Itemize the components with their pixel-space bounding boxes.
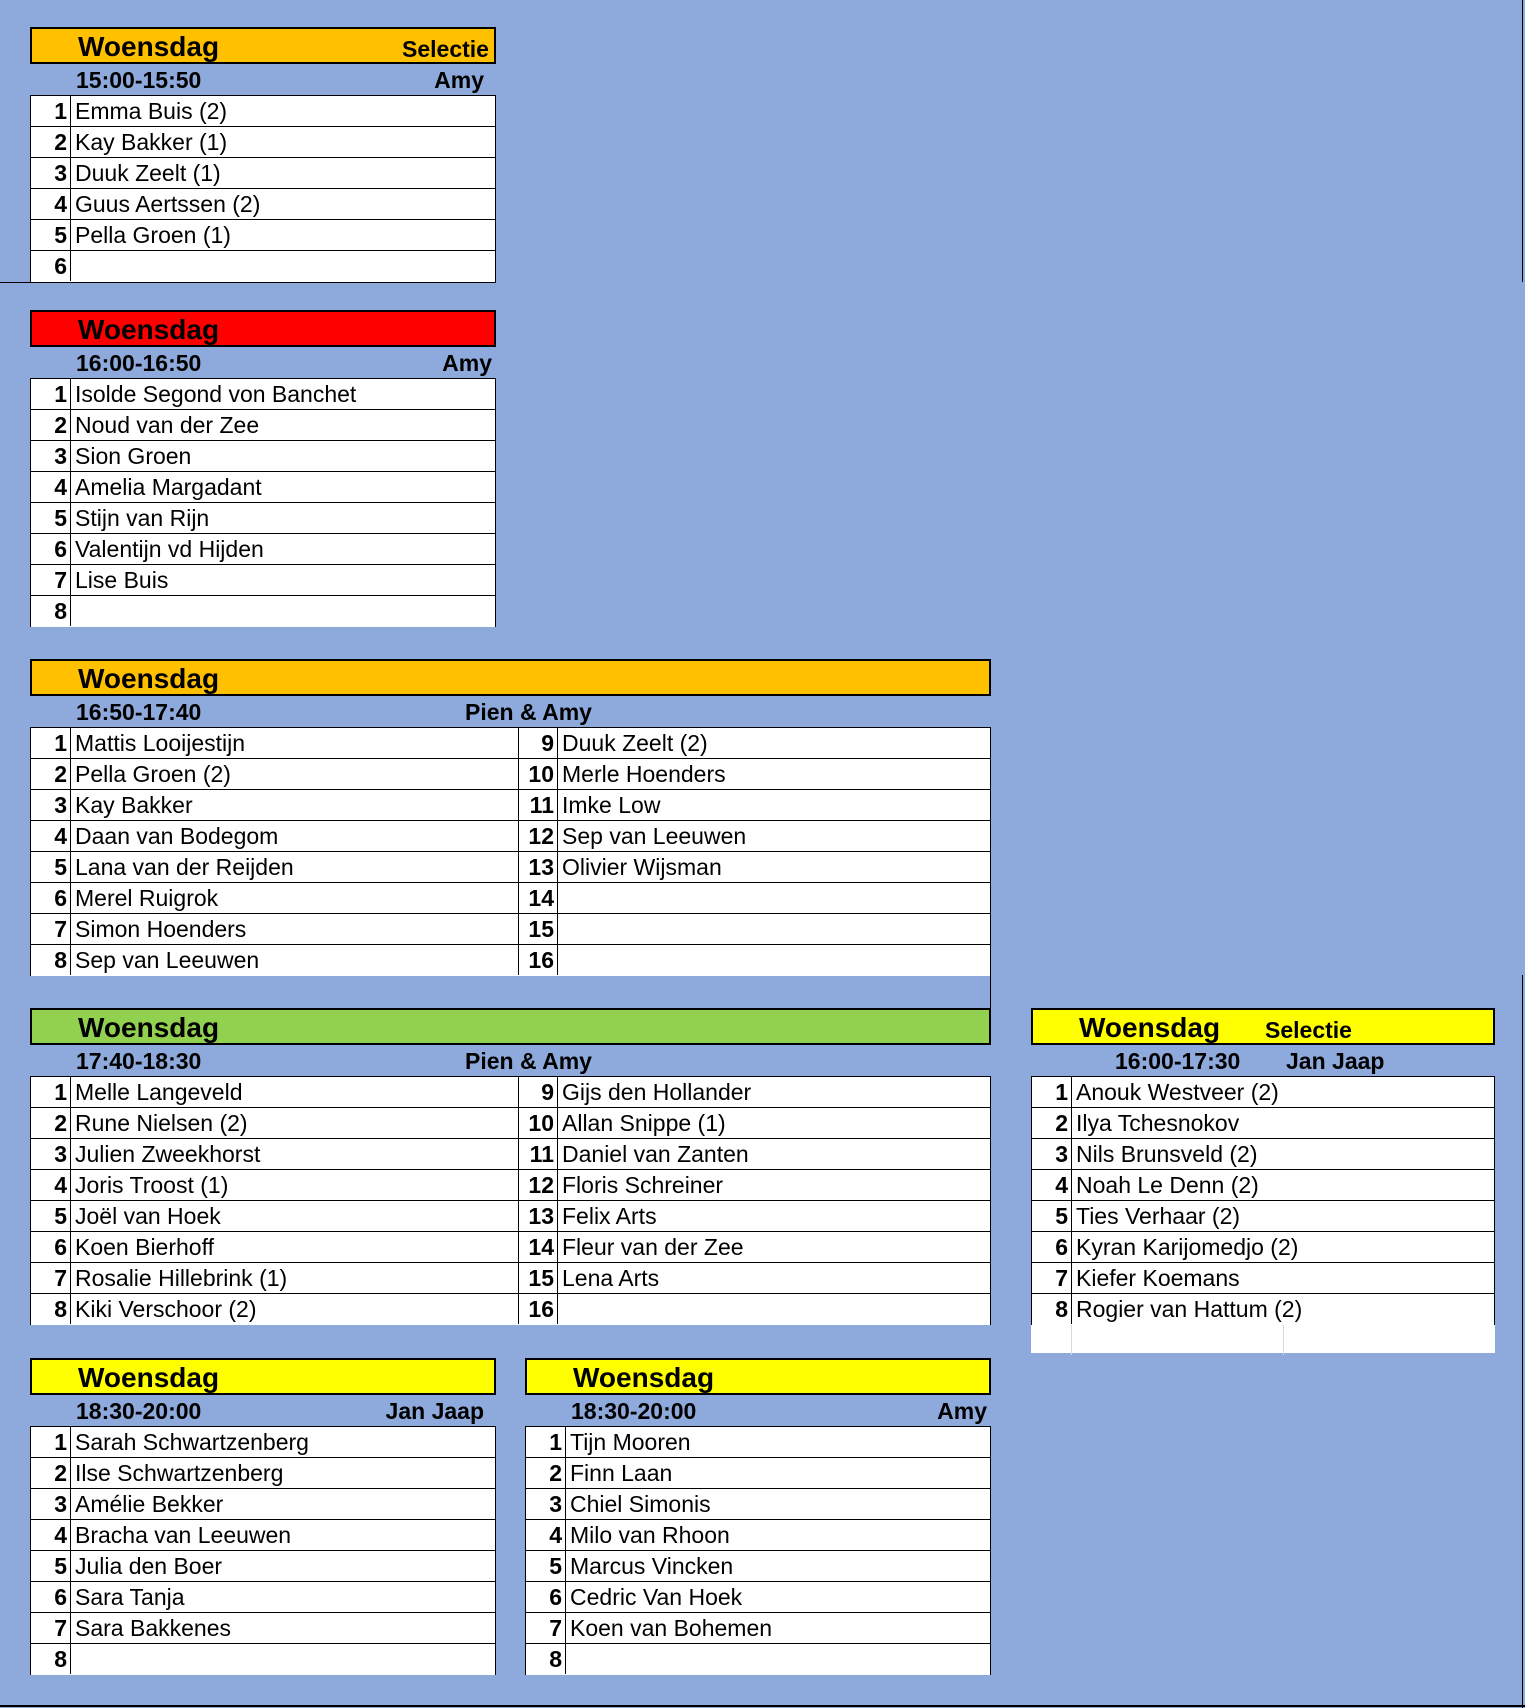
player-row (31, 914, 990, 945)
player-name: Lise Buis (75, 567, 169, 593)
player-number: 5 (31, 1551, 71, 1581)
session-header (30, 27, 496, 64)
player-number: 14 (518, 1232, 558, 1262)
player-row (526, 1427, 990, 1458)
player-number: 8 (1032, 1294, 1072, 1324)
player-name: Finn Laan (570, 1460, 673, 1486)
player-row (526, 1520, 990, 1551)
session-time: 16:50-17:40 (76, 699, 202, 725)
player-number: 2 (31, 410, 71, 440)
player-name: Pella Groen (2) (75, 761, 231, 787)
player-number: 4 (526, 1520, 566, 1550)
player-number: 7 (1032, 1263, 1072, 1293)
player-name: Lena Arts (562, 1265, 660, 1291)
player-name: Duuk Zeelt (1) (75, 160, 221, 186)
player-number: 4 (31, 821, 71, 851)
player-number: 7 (526, 1613, 566, 1643)
player-row (526, 1551, 990, 1582)
player-row (31, 472, 495, 503)
player-name: Ilse Schwartzenberg (75, 1460, 284, 1486)
player-name: Sep van Leeuwen (562, 823, 747, 849)
player-number: 5 (1032, 1201, 1072, 1231)
player-number: 1 (31, 96, 71, 126)
player-name: Milo van Rhoon (570, 1522, 730, 1548)
player-row (31, 1170, 990, 1201)
player-number: 1 (31, 728, 71, 758)
player-row (31, 220, 495, 251)
player-table (30, 95, 496, 282)
player-row (31, 883, 990, 914)
player-number: 3 (526, 1489, 566, 1519)
cell-divider (1283, 1325, 1284, 1355)
player-row (1032, 1201, 1494, 1232)
player-number: 8 (526, 1644, 566, 1674)
player-name: Allan Snippe (1) (562, 1110, 726, 1136)
player-name: Felix Arts (562, 1203, 657, 1229)
player-name: Rosalie Hillebrink (1) (75, 1265, 288, 1291)
player-name: Gijs den Hollander (562, 1079, 752, 1105)
player-number: 7 (31, 1263, 71, 1293)
player-row (526, 1644, 990, 1675)
player-number: 11 (518, 790, 558, 820)
player-row (31, 251, 495, 282)
player-name: Imke Low (562, 792, 661, 818)
player-name: Sara Bakkenes (75, 1615, 231, 1641)
player-name: Amelia Margadant (75, 474, 262, 500)
player-table (30, 378, 496, 627)
player-number: 1 (526, 1427, 566, 1457)
session-day: Woensdag (78, 31, 220, 62)
session-time: 18:30-20:00 (76, 1398, 202, 1424)
player-number: 1 (31, 1427, 71, 1457)
player-row (31, 379, 495, 410)
player-number: 3 (31, 790, 71, 820)
player-number: 10 (518, 759, 558, 789)
player-name: Daniel van Zanten (562, 1141, 749, 1167)
player-number: 10 (518, 1108, 558, 1138)
player-table (30, 1426, 496, 1675)
player-number: 12 (518, 821, 558, 851)
player-row (31, 410, 495, 441)
session-coach: Pien & Amy (465, 1048, 592, 1074)
session-time: 17:40-18:30 (76, 1048, 202, 1074)
player-table (30, 727, 991, 976)
player-number: 4 (31, 1520, 71, 1550)
player-name: Julia den Boer (75, 1553, 223, 1579)
cell-divider (1071, 1325, 1072, 1355)
player-name: Olivier Wijsman (562, 854, 722, 880)
player-row (31, 1458, 495, 1489)
session-coach: Amy (442, 350, 492, 376)
player-number: 6 (31, 883, 71, 913)
player-name: Pella Groen (1) (75, 222, 231, 248)
session-day: Woensdag (78, 1012, 220, 1043)
session-subheader (30, 64, 496, 95)
player-number: 12 (518, 1170, 558, 1200)
session-header (30, 310, 496, 347)
player-number: 1 (1032, 1077, 1072, 1107)
player-row (1032, 1263, 1494, 1294)
player-name: Koen Bierhoff (75, 1234, 214, 1260)
session-coach: Amy (434, 67, 484, 93)
player-row (31, 1077, 990, 1108)
player-row (31, 441, 495, 472)
player-row (31, 821, 990, 852)
session-subheader (30, 1045, 991, 1076)
player-number: 8 (31, 596, 71, 626)
session-day: Woensdag (1079, 1012, 1221, 1043)
player-name: Marcus Vincken (570, 1553, 734, 1579)
player-row (1032, 1108, 1494, 1139)
session-header (1031, 1008, 1495, 1045)
border-line (1522, 0, 1523, 282)
player-number: 1 (31, 1077, 71, 1107)
player-number: 6 (526, 1582, 566, 1612)
session-time: 16:00-16:50 (76, 350, 202, 376)
player-number: 5 (31, 852, 71, 882)
player-name: Lana van der Reijden (75, 854, 294, 880)
player-number: 8 (31, 945, 71, 975)
player-name: Stijn van Rijn (75, 505, 210, 531)
player-table (30, 1076, 991, 1325)
player-row (31, 96, 495, 127)
player-table (1031, 1076, 1495, 1325)
player-number: 9 (518, 1077, 558, 1107)
player-row (31, 1232, 990, 1263)
player-row (526, 1613, 990, 1644)
player-number: 2 (31, 1108, 71, 1138)
player-number: 2 (31, 1458, 71, 1488)
player-name: Tijn Mooren (570, 1429, 691, 1455)
player-row (31, 1427, 495, 1458)
player-number: 3 (31, 158, 71, 188)
player-row (526, 1458, 990, 1489)
player-row (31, 534, 495, 565)
player-number: 3 (31, 1139, 71, 1169)
player-number: 15 (518, 914, 558, 944)
session-header (30, 659, 991, 696)
border-line (0, 282, 496, 283)
player-number: 13 (518, 1201, 558, 1231)
player-number: 15 (518, 1263, 558, 1293)
player-name: Melle Langeveld (75, 1079, 243, 1105)
player-row (526, 1489, 990, 1520)
session-coach: Jan Jaap (385, 1398, 484, 1424)
session-coach: Pien & Amy (465, 699, 592, 725)
player-name: Noah Le Denn (2) (1076, 1172, 1259, 1198)
player-row (1032, 1139, 1494, 1170)
player-row (31, 945, 990, 976)
player-number: 5 (31, 1201, 71, 1231)
player-name: Sara Tanja (75, 1584, 185, 1610)
player-table (525, 1426, 991, 1675)
player-row (31, 1263, 990, 1294)
player-name: Joël van Hoek (75, 1203, 221, 1229)
player-number: 5 (526, 1551, 566, 1581)
player-number: 2 (31, 759, 71, 789)
border-line (0, 1705, 1525, 1707)
session-header (525, 1358, 991, 1395)
player-name: Emma Buis (2) (75, 98, 228, 124)
player-number: 11 (518, 1139, 558, 1169)
player-number: 4 (31, 1170, 71, 1200)
player-row (31, 1520, 495, 1551)
player-row (1032, 1232, 1494, 1263)
player-row (31, 759, 990, 790)
player-number: 2 (31, 127, 71, 157)
player-name: Kay Bakker (1) (75, 129, 228, 155)
player-name: Julien Zweekhorst (75, 1141, 261, 1167)
player-row (1032, 1077, 1494, 1108)
player-row (31, 565, 495, 596)
player-name: Koen van Bohemen (570, 1615, 773, 1641)
session-subheader (1031, 1045, 1495, 1076)
player-number: 16 (518, 1294, 558, 1324)
session-tag: Selectie (402, 36, 489, 62)
player-number: 3 (1032, 1139, 1072, 1169)
session-tag: Selectie (1265, 1017, 1352, 1043)
session-subheader (30, 1395, 496, 1426)
session-day: Woensdag (78, 663, 220, 694)
player-number: 9 (518, 728, 558, 758)
player-name: Merle Hoenders (562, 761, 726, 787)
player-number: 7 (31, 565, 71, 595)
player-name: Kay Bakker (75, 792, 193, 818)
player-name: Chiel Simonis (570, 1491, 711, 1517)
session-coach: Amy (937, 1398, 987, 1424)
player-row (31, 1644, 495, 1675)
player-name: Sep van Leeuwen (75, 947, 260, 973)
border-line (990, 975, 991, 1008)
player-number: 1 (31, 379, 71, 409)
session-header (30, 1008, 991, 1045)
player-name: Fleur van der Zee (562, 1234, 744, 1260)
player-name: Joris Troost (1) (75, 1172, 229, 1198)
session-time: 16:00-17:30 (1115, 1048, 1241, 1074)
player-row (1032, 1170, 1494, 1201)
player-name: Cedric Van Hoek (570, 1584, 743, 1610)
player-row (31, 127, 495, 158)
player-name: Guus Aertssen (2) (75, 191, 261, 217)
player-row (31, 1139, 990, 1170)
player-name: Mattis Looijestijn (75, 730, 246, 756)
player-number: 7 (31, 914, 71, 944)
player-name: Kiefer Koemans (1076, 1265, 1240, 1291)
player-number: 8 (31, 1294, 71, 1324)
player-name: Rune Nielsen (2) (75, 1110, 248, 1136)
session-day: Woensdag (78, 1362, 220, 1393)
player-number: 4 (31, 472, 71, 502)
player-number: 2 (526, 1458, 566, 1488)
player-row (31, 852, 990, 883)
player-number: 14 (518, 883, 558, 913)
player-row (31, 1294, 990, 1325)
player-name: Merel Ruigrok (75, 885, 219, 911)
player-name: Anouk Westveer (2) (1076, 1079, 1279, 1105)
border-line (1522, 975, 1523, 1708)
session-day: Woensdag (78, 314, 220, 345)
player-name: Ilya Tchesnokov (1076, 1110, 1240, 1136)
player-number: 16 (518, 945, 558, 975)
player-name: Sion Groen (75, 443, 192, 469)
player-number: 2 (1032, 1108, 1072, 1138)
player-row (31, 1108, 990, 1139)
player-name: Ties Verhaar (2) (1076, 1203, 1241, 1229)
player-row (526, 1582, 990, 1613)
player-name: Duuk Zeelt (2) (562, 730, 708, 756)
player-row (31, 728, 990, 759)
player-name: Bracha van Leeuwen (75, 1522, 292, 1548)
empty-row (1031, 1325, 1495, 1353)
player-name: Kiki Verschoor (2) (75, 1296, 257, 1322)
session-time: 18:30-20:00 (571, 1398, 697, 1424)
player-row (31, 1201, 990, 1232)
player-name: Floris Schreiner (562, 1172, 724, 1198)
player-number: 6 (31, 1582, 71, 1612)
player-name: Valentijn vd Hijden (75, 536, 264, 562)
player-number: 3 (31, 441, 71, 471)
player-number: 13 (518, 852, 558, 882)
player-number: 3 (31, 1489, 71, 1519)
player-row (31, 1613, 495, 1644)
player-row (31, 1489, 495, 1520)
player-row (31, 158, 495, 189)
session-subheader (30, 696, 991, 727)
player-name: Sarah Schwartzenberg (75, 1429, 309, 1455)
player-name: Daan van Bodegom (75, 823, 279, 849)
player-row (31, 503, 495, 534)
player-number: 6 (31, 251, 71, 281)
player-number: 4 (31, 189, 71, 219)
session-day: Woensdag (573, 1362, 715, 1393)
session-subheader (30, 347, 496, 378)
session-time: 15:00-15:50 (76, 67, 202, 93)
player-number: 5 (31, 503, 71, 533)
player-row (1032, 1294, 1494, 1325)
player-number: 5 (31, 220, 71, 250)
session-coach: Jan Jaap (1286, 1048, 1385, 1074)
player-row (31, 790, 990, 821)
player-name: Simon Hoenders (75, 916, 247, 942)
player-name: Noud van der Zee (75, 412, 260, 438)
player-row (31, 596, 495, 627)
player-number: 6 (31, 1232, 71, 1262)
player-number: 4 (1032, 1170, 1072, 1200)
player-name: Isolde Segond von Banchet (75, 381, 357, 407)
player-name: Kyran Karijomedjo (2) (1076, 1234, 1299, 1260)
player-number: 7 (31, 1613, 71, 1643)
player-row (31, 1582, 495, 1613)
player-number: 8 (31, 1644, 71, 1674)
player-name: Amélie Bekker (75, 1491, 224, 1517)
player-number: 6 (31, 534, 71, 564)
player-number: 6 (1032, 1232, 1072, 1262)
player-name: Nils Brunsveld (2) (1076, 1141, 1258, 1167)
player-row (31, 189, 495, 220)
session-header (30, 1358, 496, 1395)
player-name: Rogier van Hattum (2) (1076, 1296, 1303, 1322)
player-row (31, 1551, 495, 1582)
session-subheader (525, 1395, 991, 1426)
